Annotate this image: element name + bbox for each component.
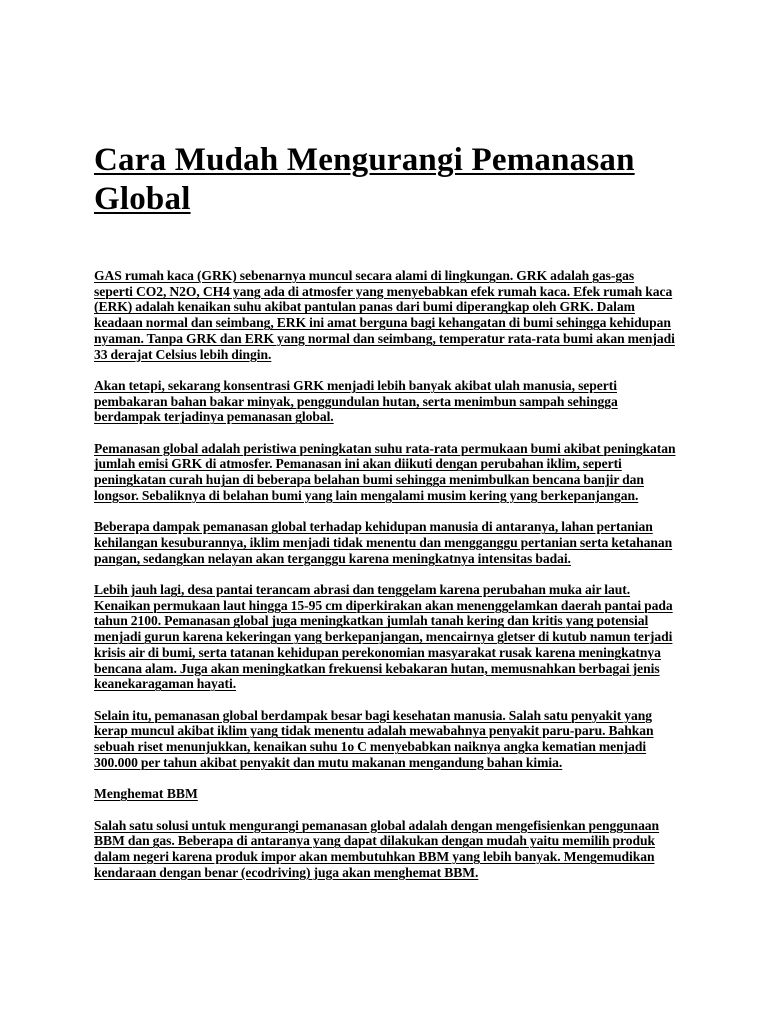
paragraph-impacts-health: Selain itu, pemanasan global berdampak besar bagi kesehatan manusia. Salah satu penyakit yang kerap muncul akibat iklim yang tidak menentu adalah mewabahnya penyakit paru-paru. Bahkan sebuah riset menunjukkan, kenaikan suhu 1o C menyebabkan naiknya angka kematian menjadi 300.000 per tahun akibat penyakit dan mutu makanan mengandung bahan kimia. — [94, 707, 654, 770]
paragraph-impacts-agriculture: Beberapa dampak pemanasan global terhadap kehidupan manusia di antaranya, lahan pertanian kehilangan kesuburannya, iklim menjadi tidak menentu dan mengganggu pertanian serta ketahanan pangan, sedangkan nelayan akan terganggu karena meningkatnya intensitas badai. — [94, 519, 673, 566]
document-body — [94, 268, 676, 880]
paragraph-impacts-coastal: Lebih jauh lagi, desa pantai terancam abrasi dan tenggelam karena perubahan muka air laut. Kenaikan permukaan laut hingga 15-95 cm diperkirakan akan menenggelamkan daerah pantai pada tahun 2100. Pemanasan global juga meningkatkan jumlah tanah kering dan kritis yang potensial menjadi gurun karena kekeringan yang berkepanjangan, mencairnya gletser di kutub namun terjadi krisis air di bumi, serta tatanan kehidupan perekonomian masyarakat rusak karena meningkatnya bencana alam. Juga akan meningkatkan frekuensi kebakaran hutan, memusnahkan berbagai jenis keanekaragaman hayati. — [94, 582, 673, 692]
paragraph-human-causes: Akan tetapi, sekarang konsentrasi GRK menjadi lebih banyak akibat ulah manusia, seperti pembakaran bahan bakar minyak, penggundulan hutan, serta menimbun sampah sehingga berdampak terjadinya pemanasan global. — [94, 377, 618, 425]
paragraph-solution-bbm: Salah satu solusi untuk mengurangi pemanasan global adalah dengan mengefisienkan penggunaan BBM dan gas. Beberapa di antaranya yang dapat dilakukan dengan mudah yaitu memilih produk dalam negeri karena produk impor akan membutuhkan BBM yang lebih banyak. Mengemudikan kendaraan dengan benar (ecodriving) juga akan menghemat BBM. — [94, 817, 660, 880]
document-title: Cara Mudah Mengurangi Pemanasan Global — [94, 142, 635, 217]
section-heading-menghemat-bbm: Menghemat BBM — [94, 786, 198, 802]
paragraph-global-warming-definition: Pemanasan global adalah peristiwa peningkatan suhu rata-rata permukaan bumi akibat peningkatan jumlah emisi GRK di atmosfer. Pemanasan ini akan diikuti dengan perubahan iklim, seperti peningkatan curah hujan di beberapa belahan bumi sehingga menimbulkan bencana banjir dan longsor. Sebaliknya di belahan bumi yang lain mengalami musim kering yang berkepanjangan. — [94, 440, 676, 503]
paragraph-grk-intro: GAS rumah kaca (GRK) sebenarnya muncul secara alami di lingkungan. GRK adalah gas-gas seperti CO2, N2O, CH4 yang ada di atmosfer yang menyebabkan efek rumah kaca. Efek rumah kaca (ERK) adalah kenaikan suhu akibat pantulan panas dari bumi diperangkap oleh GRK. Dalam keadaan normal dan seimbang, ERK ini amat berguna bagi kehangatan di bumi sehingga kehidupan nyaman. Tanpa GRK dan ERK yang normal dan seimbang, temperatur rata-rata bumi akan menjadi 33 derajat Celsius lebih dingin. — [94, 268, 675, 362]
document-page — [94, 141, 676, 896]
